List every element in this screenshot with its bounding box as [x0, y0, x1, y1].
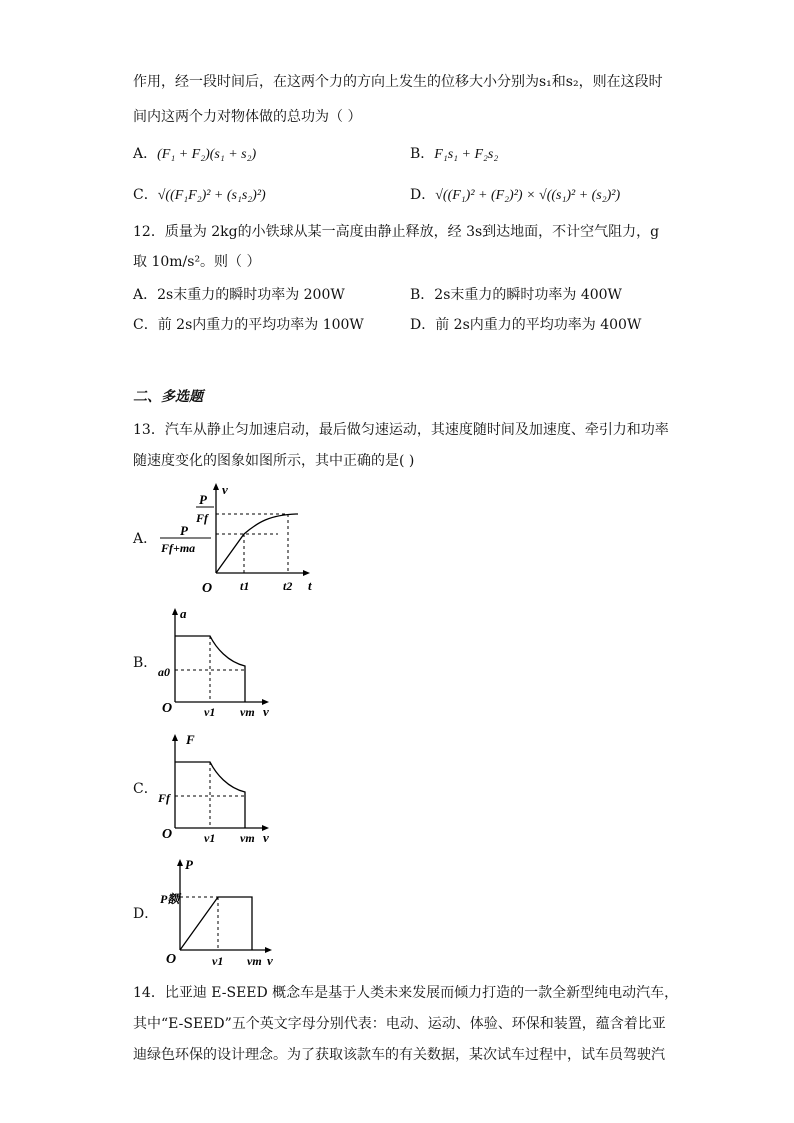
q13-graph-c-vm: vm — [240, 831, 255, 845]
q13-stem-line1: 13．汽车从静止匀加速启动，最后做匀速运动，其速度随时间及加速度、牵引力和功率 — [133, 422, 669, 438]
q13-graph-d-vm: vm — [247, 954, 262, 968]
q13-graph-a — [158, 480, 323, 599]
q13-graph-c-y-axis-label: F — [186, 732, 195, 747]
q13-graph-a-den2: Ff+ma — [161, 541, 196, 555]
q13-option-b-label: B． — [133, 655, 158, 671]
q12-option-d: D．前 2s内重力的平均功率为 400W — [410, 317, 642, 333]
q13-graph-d-origin: O — [166, 952, 177, 967]
q11-option-c-formula: √((F₁F₂)² + (s₁s₂)²) — [157, 188, 266, 203]
q13-graph-c-level: Ff — [158, 791, 170, 805]
q13-graph-a-t2: t2 — [283, 579, 293, 593]
q13-graph-d-y-axis-label: P — [185, 857, 193, 872]
q13-graph-c-x-axis-label: v — [263, 830, 269, 845]
q13-graph-c-origin: O — [162, 827, 173, 842]
q11-option-d-label: D． — [410, 187, 436, 203]
q11-option-b — [410, 143, 498, 166]
q11-stem-line1: 作用，经一段时间后，在这两个力的方向上发生的位移大小分别为s₁和s₂，则在这段时 — [133, 74, 663, 90]
q11-option-c-label: C． — [133, 187, 158, 203]
q12-stem-line1: 12．质量为 2kg的小铁球从某一高度由静止释放，经 3s到达地面，不计空气阻力，g — [133, 224, 660, 240]
q13-graph-b-origin: O — [162, 701, 173, 716]
q12-option-c: C．前 2s内重力的平均功率为 100W — [133, 317, 364, 333]
q13-graph-c — [150, 730, 280, 849]
q13-option-d-label: D． — [133, 906, 159, 922]
q11-option-a-formula: (F₁ + F₂)(s₁ + s₂) — [157, 147, 257, 162]
q13-graph-a-y-axis-label: v — [222, 482, 228, 497]
q13-graph-a-x-axis-label: t — [308, 578, 312, 593]
q12-option-b: B．2s末重力的瞬时功率为 400W — [410, 287, 622, 303]
q13-option-c-label: C． — [133, 781, 158, 797]
q11-option-a-label: A． — [133, 146, 158, 162]
q14-stem-line3: 迪绿色环保的设计理念。为了获取该款车的有关数据，某次试车过程中，试车员驾驶汽 — [133, 1047, 665, 1063]
q13-graph-a-num1: P — [199, 492, 207, 507]
q13-graph-b — [150, 604, 280, 723]
q13-graph-d — [150, 855, 280, 974]
q13-stem-line2: 随速度变化的图象如图所示，其中正确的是( ) — [133, 453, 415, 469]
q13-graph-c-v1: v1 — [204, 831, 216, 845]
q13-graph-a-den1: Ff — [196, 511, 208, 525]
q12-stem-line2: 取 10m/s²。则（ ） — [133, 254, 261, 270]
q14-stem-line2: 其中“E-SEED”五个英文字母分别代表：电动、运动、体验、环保和装置，蕴含着比亚 — [133, 1016, 666, 1032]
q13-graph-d-v1: v1 — [212, 954, 224, 968]
q13-graph-b-v1: v1 — [204, 705, 216, 719]
q13-graph-a-t1: t1 — [240, 579, 250, 593]
section-title: 二、多选题 — [133, 389, 203, 405]
q13-graph-b-y-axis-label: a — [180, 606, 187, 621]
q11-option-d-formula: √((F₁)² + (F₂)²) × √((s₁)² + (s₂)²) — [435, 188, 621, 203]
q13-graph-b-vm: vm — [240, 705, 255, 719]
q13-option-a-label: A． — [133, 531, 158, 547]
q13-graph-a-num2: P — [180, 523, 188, 538]
q11-option-b-formula: F₁s₁ + F₂s₂ — [434, 147, 499, 162]
q11-option-c — [133, 184, 266, 207]
q11-stem-line2: 间内这两个力对物体做的总功为（ ） — [133, 109, 362, 125]
q13-graph-d-x-axis-label: v — [267, 953, 273, 968]
q11-option-b-label: B． — [410, 146, 435, 162]
q11-option-d — [410, 184, 620, 207]
q14-stem-line1: 14．比亚迪 E-SEED 概念车是基于人类未来发展而倾力打造的一款全新型纯电动汽车， — [133, 985, 679, 1001]
q11-option-a — [133, 143, 256, 166]
q13-graph-a-origin: O — [202, 581, 213, 595]
q13-graph-d-level: P额 — [160, 892, 180, 906]
q12-option-a: A．2s末重力的瞬时功率为 200W — [133, 287, 345, 303]
q13-graph-b-level: a0 — [158, 665, 170, 679]
q13-graph-b-x-axis-label: v — [263, 704, 269, 719]
